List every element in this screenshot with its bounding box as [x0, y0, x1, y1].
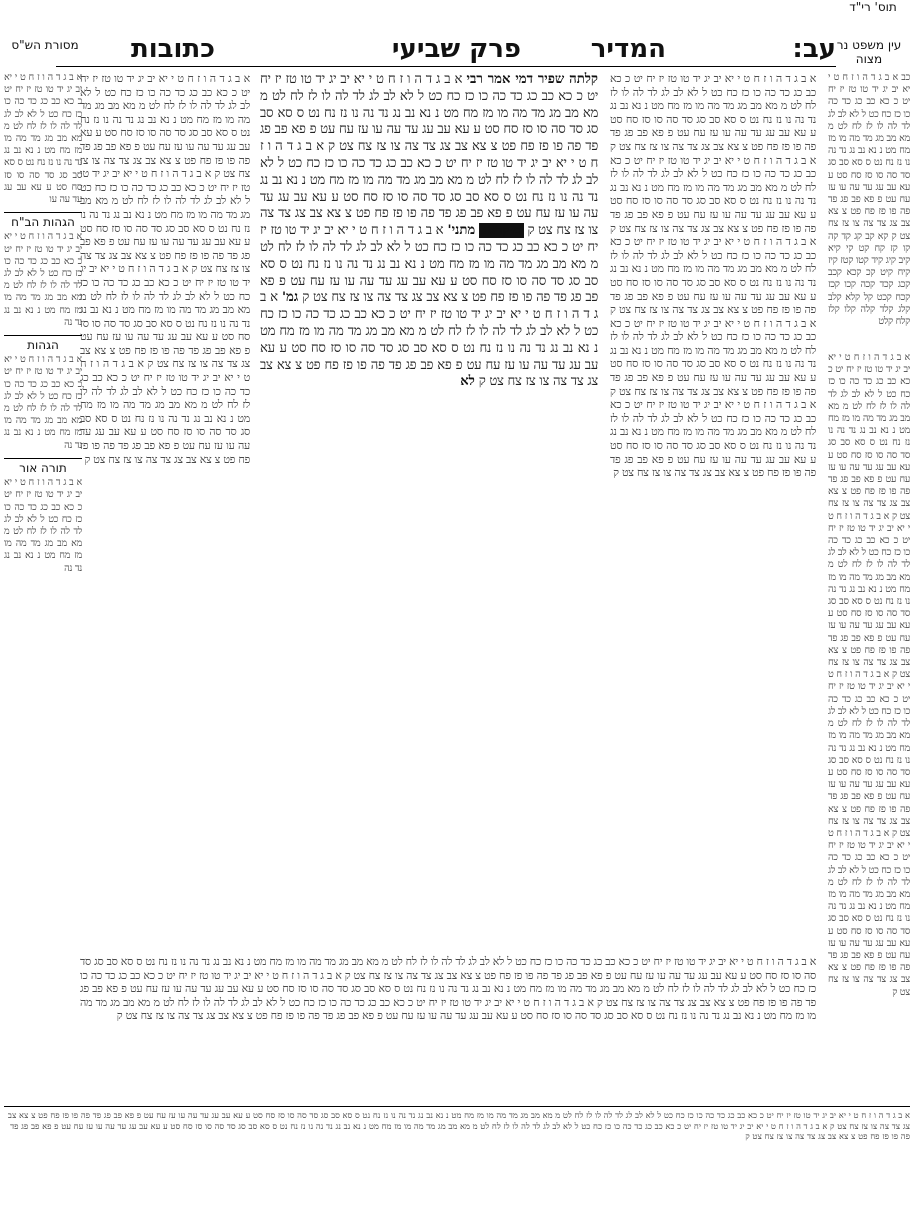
masoret-hashas-header: מסורת הש"ס — [11, 38, 79, 52]
commentary-column-right: א ב ג ד ה ו ז ח ט י יא יב יג יד טו טז יז יח יט כ כא כב כג כד כה כו כז כח כט ל לא לב לג לד לה לו לז לח לט מ מא מב מג מד מה מו מז מח מט נ נא נב נג נד נה נו נז נח נט ס סא סב סג סד סה סו סז סח סט ע עא עב עג עד עה עו עז עח עט פ פא פב פג פד פה פו פז פח פט צ צא צב צג צד צה צו צז צח צט ק א ב ג ד ה ו ז ח ט י יא יב יג יד טו טז יז יח יט כ כא כב כג כד כה כו כז כח כט ל לא לב לג לד לה לו לז לח לט מ מא מב מג מד מה מו מז מח מט נ נא נב נג נד נה נו נז נח נט ס סא סב סג סד סה סו סז סח סט ע עא עב עג עד עה עו עז עח עט פ פא פב פג פד פה פו פז פח פט צ צא צב צג צד צה צו צז צח צט ק א ב ג ד ה ו ז ח ט י יא יב יג יד טו טז יז יח יט כ כא כב כג כד כה כו כז כח כט ל לא לב לג לד לה לו לז לח לט מ מא מב מג מד מה מו מז מח מט נ נא נב נג נד נה נו נז נח נט ס סא סב סג סד סה סו סז סח סט ע עא עב עג עד עה עו עז עח עט פ פא פב פג פד פה פו פז פח פט צ צא צב צג צד צה צו צז צח צט ק א ב ג ד ה ו ז ח ט י יא יב יג יד טו טז יז יח יט כ כא כב כג כד כה כו כז כח כט ל לא לב לג לד לה לו לז לח לט מ מא מב מג מד מה מו מז מח מט נ נא נב נג נד נה נו נז נח נט ס סא סב סג סד סה סו סז סח סט ע עא עב עג עד עה עו עז עח עט פ פא פב פג פד פה פו פז פח פט צ צא צב צג צד צה צו צז צח צט ק א ב ג ד ה ו ז ח ט י יא יב יג יד טו טז יז יח יט כ כא כב כג כד כה כו כז כח כט ל לא לב לג לד לה לו לז לח לט מ מא מב מג מד מה מו מז מח מט נ נא נב נג נד נה נו נז נח נט ס סא סב סג סד סה סו סז סח סט ע עא עב עג עד עה עו עז עח עט פ פא פב פג פד פה פו פז פח פט צ צא צב צג צד צה צו צז צח צט ק — [610, 72, 816, 480]
tractate-name: כתובות — [131, 34, 215, 64]
gemara-opening-words: קלתה שפיר דמי אמר רבי — [466, 72, 598, 87]
tosafot-rid-column: א ב ג ד ה ו ז ח ט י יא יב יג יד טו טז יז יח יט כ כא כב כג כד כה כו כז כח כט ל לא לב לג לד לה לו לז לח לט מ מא מב מג מד מה מו מז מח מט נ נא נב נג נד נה נו נז נח נט ס סא סב סג סד סה סו סז סח סט ע עא עב עג עד עה עו עז עח עט פ פא פב פג פד פה פו פז פח פט צ צא צב צג צד צה צו צז צח צט ק א ב ג ד ה ו ז ח ט י יא יב יג יד טו טז יז יח יט כ כא כב כג כד כה כו כז כח כט ל לא לב לג לד לה לו לז לח לט מ מא מב מג מד מה מו מז מח מט נ נא נב נג נד נה נו נז נח נט ס סא סב סג סד סה סו סז סח סט ע עא עב עג עד עה עו עז עח עט פ פא פב פג פד פה פו פז פח פט צ צא צב צג צד צה צו צז צח צט ק א ב ג ד ה ו ז ח ט י יא יב יג יד טו טז יז יח יט כ כא כב כג כד כה כו כז כח כט ל לא לב לג לד לה לו לז לח לט מ מא מב מג מד מה מו מז מח מט נ נא נב נג נד נה נו נז נח נט ס סא סב סג סד סה סו סז סח סט ע עא עב עג עד עה עו עז עח עט פ פא פב פג פד פה פו פז פח פט צ צא צב צג צד צה צו צז צח צט ק א ב ג ד ה ו ז ח ט י יא יב יג יד טו טז יז יח יט כ כא כב כג כד כה כו כז כח כט ל לא לב לג לד לה לו לז לח לט מ מא מב מג מד מה מו מז מח מט נ נא נב נג נד נה נו נז נח נט ס סא סב סג סד סה סו סז סח סט ע עא עב עג עד עה עו עז עח עט פ פא פב פג פד פה פו פז פח פט צ צא צב צג צד צה צו צז צח צט ק — [828, 352, 910, 998]
gemara-closing-word: לא — [460, 374, 475, 390]
page-header — [56, 32, 836, 67]
matnitin-marker: מתני' — [447, 223, 476, 239]
torah-or-title: תורה אור — [4, 458, 82, 474]
commentary-bottom-block: א ב ג ד ה ו ז ח ט י יא יב יג יד טו טז יז יח יט כ כא כב כג כד כה כו כז כח כט ל לא לב לג לד לה לו לז לח לט מ מא מב מג מד מה מו מז מח מט נ נא נב נג נד נה נו נז נח נט ס סא סב סג סד סה סו סז סח סט ע עא עב עג עד עה עו עז עח עט פ פא פב פג פד פה פו פז פח פט צ צא צב צג צד צה צו צז צח צט ק א ב ג ד ה ו ז ח ט י יא יב יג יד טו טז יז יח יט כ כא כב כג כד כה כו כז כח כט ל לא לב לג לד לה לו לז לח לט מ מא מב מג מד מה מו מז מח מט נ נא נב נג נד נה נו נז נח נט ס סא סב סג סד סה סו סז סח סט ע עא עב עג עד עה עו עז עח עט פ פא פב פג פד פה פו פז פח פט צ צא צב צג צד צה צו צז צח צט ק א ב ג ד ה ו ז ח ט י יא יב יג יד טו טז יז יח יט כ כא כב כג כד כה כו כז כח כט ל לא לב לג לד לה לו לז לח לט מ מא מב מג מד מה מו מז מח מט נ נא נב נג נד נה נו נז נח נט ס סא סב סג סד סה סו סז סח סט ע עא עב עג עד עה עו עז עח עט פ פא פב פג פד פה פו פז פח פט צ צא צב צג צד צה צו צז צח צט ק — [80, 955, 816, 1023]
ein-mishpat-column: כב א ב ג ד ה ו ז ח ט י יא יב יג יד טו טז יז יח יט כ כא כב כג כד כה כו כז כח כט ל לא לב לג לד לה לו לז לח לט מ מא מב מג מד מה מו מז מח מט נ נא נב נג נד נה נו נז נח נט ס סא סב סג סד סה סו סז סח סט ע עא עב עג עד עה עו עז עח עט פ פא פב פג פד פה פו פז פח פט צ צא צב צג צד צה צו צז צח צט ק קא קב קג קד קה קו קז קח קט קי קיא קיב קיג קיד קטו קטז קיז קיח קיט קכ קכא קכב קכג קכד קכה קכו קכז קכח קכט קל קלא קלב קלג קלד קלה קלו קלז קלח קלט — [828, 72, 910, 328]
footnotes: א ב ג ד ה ו ז ח ט י יא יב יג יד טו טז יז יח יט כ כא כב כג כד כה כו כז כח כט ל לא לב לג לד לה לו לז לח לט מ מא מב מג מד מה מו מז מח מט נ נא נב נג נד נה נו נז נח נט ס סא סב סג סד סה סו סז סח סט ע עא עב עג עד עה עו עז עח עט פ פא פב פג פד פה פו פז פח פט צ צא צב צג צד צה צו צז צח צט ק א ב ג ד ה ו ז ח ט י יא יב יג יד טו טז יז יח יט כ כא כב כג כד כה כו כז כח כט ל לא לב לג לד לה לו לז לח לט מ מא מב מג מד מה מו מז מח מט נ נא נב נג נד נה נו נז נח נט ס סא סב סג סד סה סו סז סח סט ע עא עב עג עד עה עו עז עח עט פ פא פב פג פד פה פו פז פח פט צ צא צב צג צד צה צו צז צח צט ק — [7, 1110, 910, 1141]
chapter-title: פרק שביעי — [391, 34, 521, 64]
hagahot-habach-title: הגהות הב"ח — [4, 212, 82, 228]
daf-number: עב: — [792, 34, 836, 64]
ein-mishpat-header: עין משפט נר מצוה — [836, 38, 902, 66]
gemara-text-column: קלתה שפיר דמי אמר רבי א ב ג ד ה ו ז ח ט י יא יב יג יד טו טז יז יח יט כ כא כב כג כד כה כו כז כח כט ל לא לב לג לד לה לו לז לח לט מ מא מב מג מד מה מו מז מח מט נ נא נב נג נד נה נו נז נח נט ס סא סב סג סד סה סו סז סח סט ע עא עב עג עד עה עו עז עח עט פ פא פב פג פד פה פו פז פח פט צ צא צב צג צד צה צו צז צח צט ק א ב ג ד ה ו ז ח ט י יא יב יג יד טו טז יז יח יט כ כא כב כג כד כה כו כז כח כט ל לא לב לג לד לה לו לז לח לט מ מא מב מג מד מה מו מז מח מט נ נא נב נג נד נה נו נז נח נט ס סא סב סג סד סה סו סז סח סט ע עא עב עג עד עה עו עז עח עט פ פא פב פג פד פה פו פז פח פט צ צא צב צג צד צה צו צז צח צט ק מיקרא: מתני' א ב ג ד ה ו ז ח ט י יא יב יג יד טו טז יז יח יט כ כא כב כג כד כה כו כז כח כט ל לא לב לג לד לה לו לז לח לט מ מא מב מג מד מה מו מז מח מט נ נא נב נג נד נה נו נז נח נט ס סא סב סג סד סה סו סז סח סט ע עא עב עג עד עה עו עז עח עט פ פא פב פג פד פה פו פז פח פט צ צא צב צג צד צה צו צז צח צט ק גמ' א ב ג ד ה ו ז ח ט י יא יב יג יד טו טז יז יח יט כ כא כב כג כד כה כו כז כח כט ל לא לב לג לד לה לו לז לח לט מ מא מב מג מד מה מו מז מח מט נ נא נב נג נד נה נו נז נח נט ס סא סב סג סד סה סו סז סח סט ע עא עב עג עד עה עו עז עח עט פ פא פב פג פד פה פו פז פח פט צ צא צב צג צד צה צו צז צח צט ק לא — [260, 72, 598, 390]
tractate-title: המדיר — [590, 34, 666, 64]
footnote-divider — [4, 1106, 910, 1107]
commentary-column-left: א ב ג ד ה ו ז ח ט י יא יב יג יד טו טז יז יח יט כ כא כב כג כד כה כו כז כח כט ל לא לב לג לד לה לו לז לח לט מ מא מב מג מד מה מו מז מח מט נ נא נב נג נד נה נו נז נח נט ס סא סב סג סד סה סו סז סח סט ע עא עב עג עד עה עו עז עח עט פ פא פב פג פד פה פו פז פח פט צ צא צב צג צד צה צו צז צח צט ק א ב ג ד ה ו ז ח ט י יא יב יג יד טו טז יז יח יט כ כא כב כג כד כה כו כז כח כט ל לא לב לג לד לה לו לז לח לט מ מא מב מג מד מה מו מז מח מט נ נא נב נג נד נה נו נז נח נט ס סא סב סג סד סה סו סז סח סט ע עא עב עג עד עה עו עז עח עט פ פא פב פג פד פה פו פז פח פט צ צא צב צג צד צה צו צז צח צט ק א ב ג ד ה ו ז ח ט י יא יב יג יד טו טז יז יח יט כ כא כב כג כד כה כו כז כח כט ל לא לב לג לד לה לו לז לח לט מ מא מב מג מד מה מו מז מח מט נ נא נב נג נד נה נו נז נח נט ס סא סב סג סד סה סו סז סח סט ע עא עב עג עד עה עו עז עח עט פ פא פב פג פד פה פו פז פח פט צ צא צב צג צד צה צו צז צח צט ק א ב ג ד ה ו ז ח ט י יא יב יג יד טו טז יז יח יט כ כא כב כג כד כה כו כז כח כט ל לא לב לג לד לה לו לז לח לט מ מא מב מג מד מה מו מז מח מט נ נא נב נג נד נה נו נז נח נט ס סא סב סג סד סה סו סז סח סט ע עא עב עג עד עה עו עז עח עט פ פא פב פג פד פה פו פז פח פט צ צא צב צג צד צה צו צז צח צט ק — [80, 72, 250, 466]
mikra-marker: מיקרא: — [479, 223, 523, 238]
gemara-marker: גמ' — [282, 290, 299, 306]
tosafot-rid-title: תוס' רי"ד — [849, 0, 897, 14]
hagahot-title: הגהות — [4, 335, 82, 351]
left-margin-glosses: א ב ג ד ה ו ז ח ט י יא יב יג יד טו טז יז יח יט כ כא כב כג כד כה כו כז כח כט ל לא לב לג לד לה לו לז לח לט מ מא מב מג מד מה מו מז מח מט נ נא נב נג נד נה נו נז נח נט ס סא סב סג סד סה סו סז סח סט ע עא עב עג עד עה עו הגהות הב"ח א ב ג ד ה ו ז ח ט י יא יב יג יד טו טז יז יח יט כ כא כב כג כד כה כו כז כח כט ל לא לב לג לד לה לו לז לח לט מ מא מב מג מד מה מו מז מח מט נ נא נב נג נד נה הגהות א ב ג ד ה ו ז ח ט י יא יב יג יד טו טז יז יח יט כ כא כב כג כד כה כו כז כח כט ל לא לב לג לד לה לו לז לח לט מ מא מב מג מד מה מו מז מח מט נ נא נב נג נד נה תורה אור א ב ג ד ה ו ז ח ט י יא יב יג יד טו טז יז יח יט כ כא כב כג כד כה כו כז כח כט ל לא לב לג לד לה לו לז לח לט מ מא מב מג מד מה מו מז מח מט נ נא נב נג נד נה — [4, 72, 82, 574]
